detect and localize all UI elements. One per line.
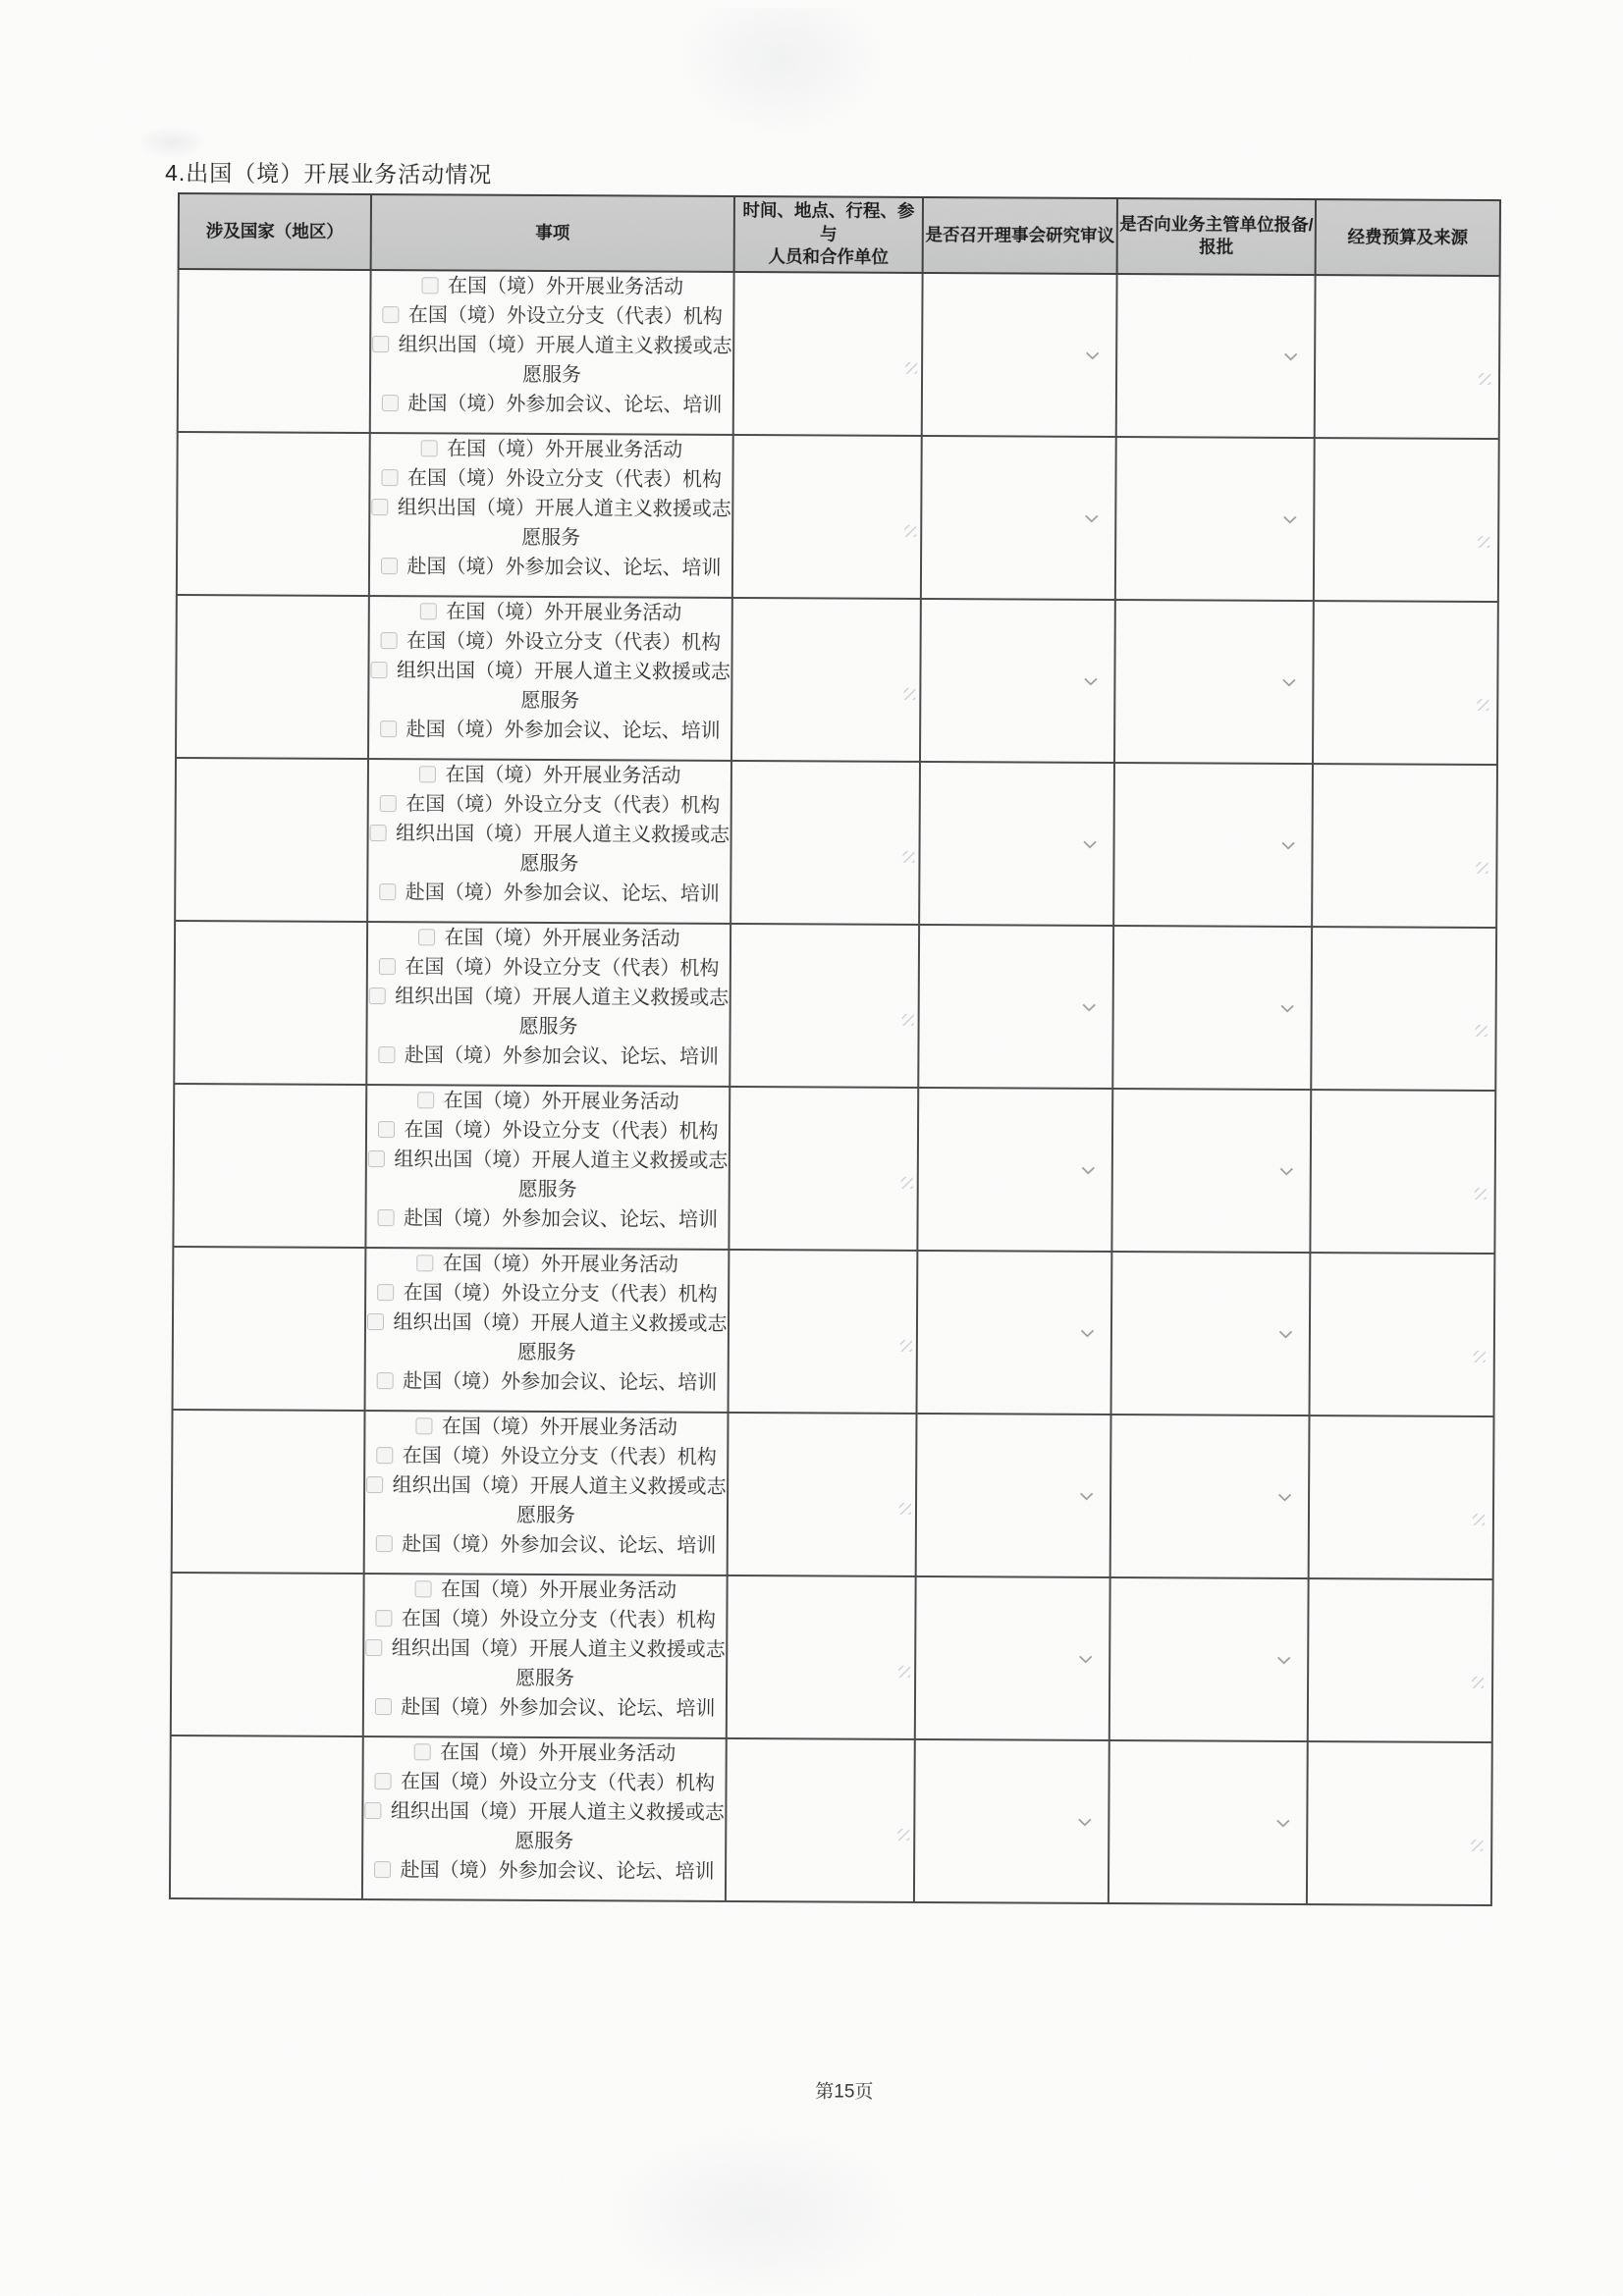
- checkbox-unchecked-icon[interactable]: [375, 1535, 392, 1552]
- checkbox-unchecked-icon[interactable]: [378, 1046, 395, 1063]
- table-row: [171, 1573, 1493, 1742]
- checkbox-unchecked-icon[interactable]: [380, 632, 397, 649]
- checkbox-unchecked-icon[interactable]: [416, 1255, 433, 1271]
- resize-grip-icon[interactable]: [904, 525, 916, 537]
- checkbox-unchecked-icon[interactable]: [371, 499, 388, 515]
- checkbox-unchecked-icon[interactable]: [369, 825, 386, 841]
- table-row: [175, 758, 1497, 928]
- item-option-label: 在国（境）外开展业务活动: [443, 1090, 679, 1113]
- supervisor-filing-select[interactable]: [1115, 437, 1315, 601]
- checkbox-unchecked-icon[interactable]: [368, 988, 385, 1004]
- item-option-overseas-activity[interactable]: [368, 923, 730, 954]
- checkbox-unchecked-icon[interactable]: [377, 1209, 394, 1226]
- item-option-label: 在国（境）外设立分支（代表）机构: [406, 630, 722, 654]
- item-option-label: 赴国（境）外参加会议、论坛、培训: [403, 1370, 718, 1394]
- resize-grip-icon[interactable]: [902, 851, 914, 863]
- checkbox-unchecked-icon[interactable]: [418, 929, 435, 945]
- resize-grip-icon[interactable]: [1477, 699, 1488, 711]
- chevron-down-icon: [1080, 1329, 1095, 1338]
- item-option-overseas-activity[interactable]: [364, 1575, 726, 1606]
- supervisor-filing-select[interactable]: [1111, 1252, 1311, 1415]
- item-option-label: 在国（境）外开展业务活动: [440, 1741, 676, 1765]
- budget-textarea[interactable]: [1311, 927, 1496, 1091]
- resize-grip-icon[interactable]: [1478, 536, 1489, 548]
- budget-textarea[interactable]: [1312, 764, 1497, 928]
- item-option-label: 组织出国（境）开展人道主义救援或志愿服务: [396, 823, 730, 876]
- resize-grip-icon[interactable]: [905, 362, 917, 374]
- matters-cell: [370, 270, 734, 435]
- budget-textarea[interactable]: [1314, 438, 1499, 602]
- item-option-branch-office[interactable]: [365, 1441, 727, 1472]
- table-row: [173, 1084, 1495, 1254]
- item-option-label: 组织出国（境）开展人道主义救援或志愿服务: [398, 334, 732, 387]
- resize-grip-icon[interactable]: [902, 1014, 914, 1026]
- item-option-humanitarian-aid[interactable]: [367, 1145, 729, 1205]
- country-region-cell[interactable]: [178, 269, 371, 433]
- section-title: 4.出国（境）开展业务活动情况: [165, 159, 493, 187]
- board-review-select[interactable]: [917, 1251, 1112, 1415]
- item-option-label: 组织出国（境）开展人道主义救援或志愿服务: [390, 1800, 725, 1853]
- item-option-conference-training[interactable]: [368, 878, 730, 909]
- item-option-label: 赴国（境）外参加会议、论坛、培训: [400, 1859, 715, 1883]
- item-option-humanitarian-aid[interactable]: [368, 982, 730, 1042]
- item-option-label: 在国（境）外设立分支（代表）机构: [407, 304, 723, 328]
- item-option-humanitarian-aid[interactable]: [366, 1308, 728, 1368]
- item-option-label: 赴国（境）外参加会议、论坛、培训: [406, 719, 721, 742]
- checkbox-unchecked-icon[interactable]: [377, 1121, 394, 1138]
- checkbox-unchecked-icon[interactable]: [415, 1417, 432, 1434]
- budget-textarea[interactable]: [1307, 1741, 1492, 1905]
- board-review-select[interactable]: [919, 762, 1114, 926]
- chevron-down-icon: [1078, 1655, 1093, 1664]
- supervisor-filing-select[interactable]: [1114, 600, 1314, 764]
- checkbox-unchecked-icon[interactable]: [414, 1580, 431, 1597]
- matters-cell: [365, 1085, 730, 1250]
- item-option-overseas-activity[interactable]: [365, 1412, 727, 1443]
- resize-grip-icon[interactable]: [1476, 1025, 1488, 1037]
- chevron-down-icon: [1280, 1004, 1295, 1013]
- item-option-branch-office[interactable]: [364, 1604, 726, 1635]
- item-option-conference-training[interactable]: [365, 1529, 727, 1561]
- matters-cell: [362, 1736, 727, 1901]
- item-option-label: 在国（境）外设立分支（代表）机构: [400, 1771, 716, 1794]
- matters-cell: [369, 433, 733, 598]
- checkbox-unchecked-icon[interactable]: [366, 1476, 383, 1493]
- checkbox-unchecked-icon[interactable]: [379, 883, 396, 900]
- country-region-cell[interactable]: [173, 1247, 366, 1411]
- matters-cell: [368, 596, 732, 761]
- budget-textarea[interactable]: [1310, 1253, 1495, 1416]
- item-option-overseas-activity[interactable]: [366, 1249, 728, 1280]
- item-option-label: 在国（境）外开展业务活动: [447, 275, 684, 298]
- checkbox-unchecked-icon[interactable]: [374, 1773, 391, 1789]
- resize-grip-icon[interactable]: [897, 1829, 909, 1841]
- schedule-textarea[interactable]: [726, 1738, 915, 1902]
- col-header-supervisor-filing: 是否向业务主管单位报备/ 报批: [1117, 198, 1316, 275]
- item-option-label: 赴国（境）外参加会议、论坛、培训: [405, 881, 720, 905]
- item-option-label: 赴国（境）外参加会议、论坛、培训: [407, 393, 723, 416]
- checkbox-unchecked-icon[interactable]: [367, 1150, 384, 1167]
- col-header-budget-source: 经费预算及来源: [1316, 199, 1500, 276]
- item-option-label: 组织出国（境）开展人道主义救援或志愿服务: [395, 986, 730, 1039]
- item-option-humanitarian-aid[interactable]: [363, 1796, 725, 1857]
- board-review-select[interactable]: [921, 436, 1116, 600]
- item-option-humanitarian-aid[interactable]: [365, 1470, 727, 1531]
- resize-grip-icon[interactable]: [1471, 1840, 1483, 1851]
- table-row: [177, 432, 1499, 602]
- resize-grip-icon[interactable]: [903, 688, 915, 700]
- item-option-branch-office[interactable]: [371, 300, 732, 332]
- chevron-down-icon: [1277, 1493, 1292, 1502]
- checkbox-unchecked-icon[interactable]: [420, 440, 437, 456]
- chevron-down-icon: [1281, 678, 1296, 687]
- table-row: [174, 921, 1496, 1091]
- board-review-select[interactable]: [922, 273, 1117, 437]
- resize-grip-icon[interactable]: [900, 1340, 912, 1352]
- checkbox-unchecked-icon[interactable]: [421, 277, 438, 294]
- schedule-textarea[interactable]: [730, 761, 920, 925]
- country-region-cell[interactable]: [174, 921, 367, 1085]
- schedule-textarea[interactable]: [730, 924, 919, 1088]
- page-number: 第15页: [815, 2081, 874, 2103]
- country-region-cell[interactable]: [172, 1410, 365, 1574]
- item-option-branch-office[interactable]: [366, 1278, 728, 1309]
- checkbox-unchecked-icon[interactable]: [382, 306, 399, 323]
- chevron-down-icon: [1282, 515, 1297, 524]
- matters-cell: [365, 1248, 730, 1413]
- item-option-label: 组织出国（境）开展人道主义救援或志愿服务: [396, 660, 731, 713]
- item-option-overseas-activity[interactable]: [364, 1737, 726, 1769]
- item-option-branch-office[interactable]: [370, 463, 731, 495]
- item-option-label: 在国（境）外设立分支（代表）机构: [404, 1119, 719, 1143]
- schedule-textarea[interactable]: [729, 1087, 918, 1251]
- checkbox-unchecked-icon[interactable]: [376, 1372, 393, 1389]
- matters-cell: [364, 1411, 729, 1575]
- country-region-cell[interactable]: [176, 595, 369, 759]
- col-header-country-region: 涉及国家（地区）: [179, 193, 371, 270]
- schedule-textarea[interactable]: [731, 598, 921, 762]
- item-option-label: 赴国（境）外参加会议、论坛、培训: [406, 556, 722, 579]
- table-header-row: [179, 193, 1500, 276]
- table-row: [173, 1247, 1495, 1416]
- item-option-branch-office[interactable]: [367, 1115, 729, 1147]
- chevron-down-icon: [1084, 514, 1099, 523]
- checkbox-unchecked-icon[interactable]: [376, 1447, 393, 1464]
- item-option-label: 组织出国（境）开展人道主义救援或志愿服务: [393, 1311, 728, 1364]
- item-option-conference-training[interactable]: [366, 1366, 728, 1398]
- country-region-cell[interactable]: [171, 1573, 364, 1736]
- table-row: [170, 1735, 1492, 1905]
- table-row: [172, 1410, 1494, 1579]
- item-option-overseas-activity[interactable]: [371, 271, 732, 302]
- col-header-matters: 事项: [371, 194, 734, 272]
- resize-grip-icon[interactable]: [1479, 373, 1490, 385]
- schedule-textarea[interactable]: [733, 272, 923, 436]
- col-header-schedule: 时间、地点、行程、参与 人员和合作单位: [734, 196, 923, 273]
- board-review-select[interactable]: [915, 1576, 1110, 1740]
- chevron-down-icon: [1081, 1166, 1096, 1175]
- chevron-down-icon: [1275, 1819, 1290, 1828]
- item-option-label: 组织出国（境）开展人道主义救援或志愿服务: [394, 1148, 729, 1201]
- board-review-select[interactable]: [918, 925, 1113, 1089]
- item-option-conference-training[interactable]: [369, 715, 730, 746]
- budget-textarea[interactable]: [1313, 601, 1498, 765]
- item-option-overseas-activity[interactable]: [371, 434, 732, 465]
- schedule-textarea[interactable]: [728, 1413, 917, 1576]
- matters-cell: [367, 759, 731, 924]
- item-option-conference-training[interactable]: [367, 1041, 729, 1072]
- checkbox-unchecked-icon[interactable]: [374, 1861, 391, 1878]
- checkbox-unchecked-icon[interactable]: [366, 1313, 383, 1330]
- checkbox-unchecked-icon[interactable]: [377, 1284, 394, 1301]
- checkbox-unchecked-icon[interactable]: [419, 603, 436, 619]
- item-option-label: 在国（境）外开展业务活动: [445, 764, 681, 787]
- board-review-select[interactable]: [914, 1739, 1109, 1903]
- item-option-branch-office[interactable]: [370, 626, 731, 658]
- supervisor-filing-select[interactable]: [1111, 1089, 1311, 1253]
- checkbox-unchecked-icon[interactable]: [365, 1639, 382, 1656]
- country-region-cell[interactable]: [173, 1084, 366, 1248]
- item-option-label: 赴国（境）外参加会议、论坛、培训: [402, 1533, 717, 1557]
- chevron-down-icon: [1283, 352, 1298, 361]
- matters-cell: [366, 922, 730, 1087]
- item-option-label: 在国（境）外设立分支（代表）机构: [401, 1608, 716, 1631]
- checkbox-unchecked-icon[interactable]: [418, 766, 435, 782]
- checkbox-unchecked-icon[interactable]: [380, 558, 397, 574]
- country-region-cell[interactable]: [170, 1735, 363, 1899]
- supervisor-filing-select[interactable]: [1116, 274, 1316, 438]
- item-option-conference-training[interactable]: [364, 1692, 726, 1724]
- resize-grip-icon[interactable]: [1476, 862, 1488, 874]
- chevron-down-icon: [1083, 840, 1098, 849]
- resize-grip-icon[interactable]: [1472, 1677, 1484, 1688]
- supervisor-filing-select[interactable]: [1110, 1415, 1310, 1578]
- budget-textarea[interactable]: [1310, 1090, 1495, 1254]
- item-option-label: 在国（境）外设立分支（代表）机构: [403, 1282, 718, 1306]
- country-region-cell[interactable]: [177, 432, 370, 596]
- item-option-humanitarian-aid[interactable]: [368, 819, 730, 880]
- item-option-label: 组织出国（境）开展人道主义救援或志愿服务: [397, 497, 731, 550]
- item-option-conference-training[interactable]: [371, 389, 732, 420]
- chevron-down-icon: [1083, 677, 1098, 686]
- resize-grip-icon[interactable]: [1474, 1351, 1486, 1362]
- item-option-label: 赴国（境）外参加会议、论坛、培训: [401, 1696, 716, 1720]
- item-option-label: 在国（境）外开展业务活动: [441, 1415, 677, 1439]
- item-option-label: 在国（境）外设立分支（代表）机构: [406, 467, 723, 491]
- matters-cell: [363, 1574, 728, 1738]
- col-header-board-review: 是否召开理事会研究审议: [923, 197, 1117, 274]
- item-option-humanitarian-aid[interactable]: [369, 656, 730, 717]
- item-option-overseas-activity[interactable]: [369, 760, 730, 791]
- supervisor-filing-select[interactable]: [1113, 763, 1313, 927]
- chevron-down-icon: [1278, 1330, 1293, 1339]
- board-review-select[interactable]: [917, 1088, 1112, 1252]
- checkbox-unchecked-icon[interactable]: [374, 1698, 391, 1715]
- table-row: [178, 269, 1500, 439]
- item-option-overseas-activity[interactable]: [367, 1086, 729, 1117]
- supervisor-filing-select[interactable]: [1109, 1577, 1309, 1741]
- item-option-branch-office[interactable]: [363, 1767, 725, 1798]
- item-option-label: 在国（境）外开展业务活动: [441, 1578, 677, 1602]
- checkbox-unchecked-icon[interactable]: [380, 721, 397, 737]
- resize-grip-icon[interactable]: [901, 1177, 913, 1189]
- item-option-label: 组织出国（境）开展人道主义救援或志愿服务: [392, 1474, 727, 1527]
- checkbox-unchecked-icon[interactable]: [370, 662, 387, 678]
- item-option-label: 在国（境）外开展业务活动: [444, 927, 680, 950]
- budget-textarea[interactable]: [1309, 1415, 1494, 1579]
- chevron-down-icon: [1085, 351, 1100, 360]
- chevron-down-icon: [1082, 1003, 1097, 1012]
- item-option-humanitarian-aid[interactable]: [364, 1633, 726, 1694]
- chevron-down-icon: [1281, 841, 1296, 850]
- checkbox-unchecked-icon[interactable]: [381, 395, 398, 411]
- table-body: [170, 269, 1500, 1905]
- item-option-label: 在国（境）外设立分支（代表）机构: [406, 793, 721, 817]
- supervisor-filing-select[interactable]: [1109, 1740, 1308, 1904]
- checkbox-unchecked-icon[interactable]: [413, 1743, 430, 1760]
- overseas-activities-table: [169, 192, 1501, 1906]
- item-option-branch-office[interactable]: [369, 789, 730, 821]
- resize-grip-icon[interactable]: [1473, 1514, 1485, 1525]
- schedule-textarea[interactable]: [732, 435, 922, 599]
- board-review-select[interactable]: [916, 1414, 1111, 1577]
- item-option-label: 赴国（境）外参加会议、论坛、培训: [403, 1207, 719, 1231]
- checkbox-unchecked-icon[interactable]: [375, 1610, 392, 1627]
- schedule-textarea[interactable]: [729, 1250, 918, 1414]
- item-option-label: 在国（境）外设立分支（代表）机构: [402, 1445, 717, 1468]
- checkbox-unchecked-icon[interactable]: [381, 469, 398, 486]
- item-option-label: 在国（境）外设立分支（代表）机构: [405, 956, 720, 980]
- item-option-label: 在国（境）外开展业务活动: [447, 438, 683, 461]
- item-option-conference-training[interactable]: [363, 1855, 725, 1887]
- item-option-humanitarian-aid[interactable]: [370, 493, 731, 554]
- item-option-conference-training[interactable]: [366, 1203, 728, 1235]
- item-option-conference-training[interactable]: [370, 552, 731, 583]
- supervisor-filing-select[interactable]: [1112, 926, 1312, 1090]
- chevron-down-icon: [1077, 1818, 1092, 1827]
- checkbox-unchecked-icon[interactable]: [364, 1802, 381, 1819]
- checkbox-unchecked-icon[interactable]: [372, 336, 389, 352]
- checkbox-unchecked-icon[interactable]: [378, 958, 395, 975]
- resize-grip-icon[interactable]: [898, 1666, 910, 1678]
- item-option-label: 赴国（境）外参加会议、论坛、培训: [404, 1044, 719, 1068]
- budget-textarea[interactable]: [1315, 275, 1500, 439]
- budget-textarea[interactable]: [1308, 1578, 1493, 1742]
- resize-grip-icon[interactable]: [899, 1503, 911, 1515]
- item-option-humanitarian-aid[interactable]: [371, 330, 732, 391]
- table-row: [176, 595, 1498, 765]
- item-option-label: 在国（境）外开展业务活动: [442, 1253, 678, 1276]
- item-option-branch-office[interactable]: [368, 952, 730, 984]
- chevron-down-icon: [1276, 1656, 1291, 1665]
- checkbox-unchecked-icon[interactable]: [379, 795, 396, 812]
- item-option-label: 组织出国（境）开展人道主义救援或志愿服务: [391, 1637, 726, 1690]
- chevron-down-icon: [1079, 1492, 1094, 1501]
- item-option-label: 在国（境）外开展业务活动: [446, 601, 682, 624]
- board-review-select[interactable]: [920, 599, 1115, 763]
- schedule-textarea[interactable]: [727, 1575, 916, 1739]
- resize-grip-icon[interactable]: [1475, 1188, 1487, 1200]
- checkbox-unchecked-icon[interactable]: [417, 1092, 434, 1108]
- item-option-overseas-activity[interactable]: [370, 597, 731, 628]
- country-region-cell[interactable]: [175, 758, 368, 922]
- chevron-down-icon: [1279, 1167, 1294, 1176]
